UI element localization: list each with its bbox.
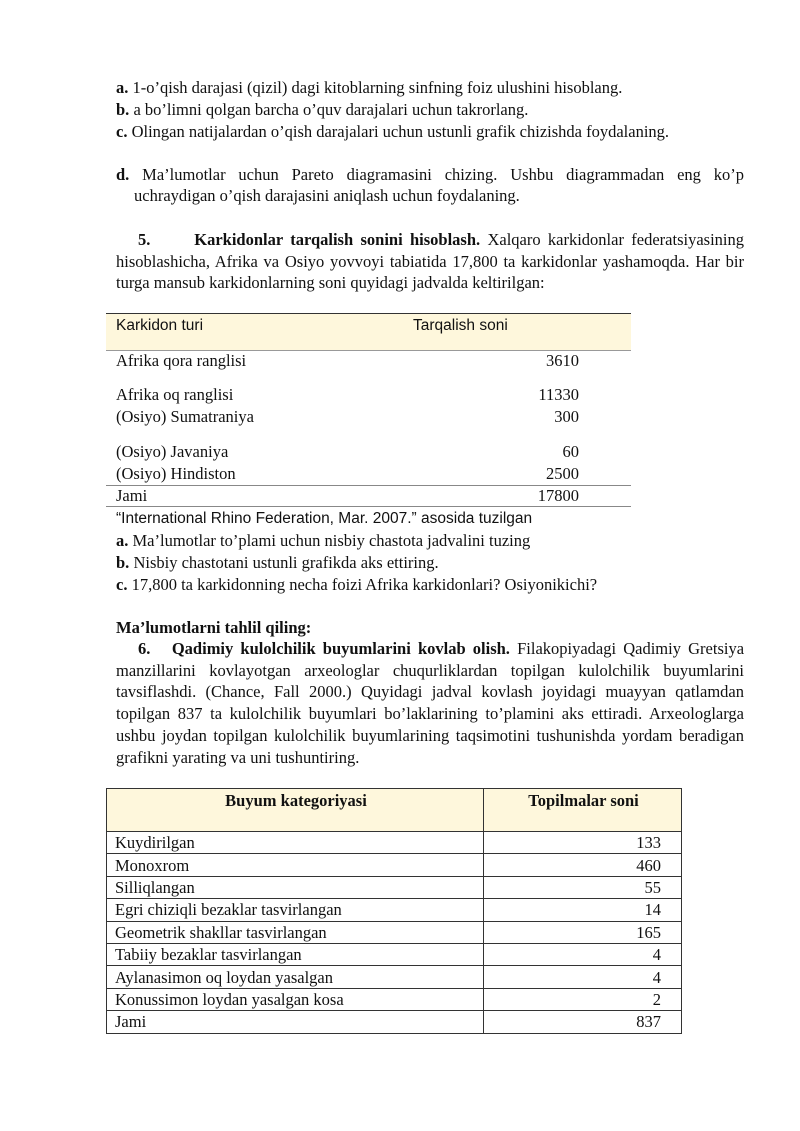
pottery-name: Geometrik shakllar tasvirlangan	[107, 921, 484, 943]
rhino-name: (Osiyo) Sumatraniya	[116, 407, 254, 426]
list-text: 1-o’qish darajasi (qizil) dagi kitoblarning sinfning foiz ulushini hisoblang.	[132, 78, 623, 97]
section6-title: Qadimiy kulolchilik buyumlarini kovlab olish.	[171, 639, 510, 658]
rhino-value: 300	[554, 407, 579, 426]
analysis-heading: Ma’lumotlarni tahlil qiling:	[116, 618, 312, 637]
section6-body: Filakopiyadagi Qadimiy Gretsiya manzillarini kovlayotgan arxeologlar chuqurliklardan topilgan kulolchilik buyumlarini tavsiflashdi. (Chance, Fall 2000.) Quyidagi jadval kovlash joyidagi muayyan qatlamdan topilgan 837 ta kulolchilik buyumlari bo’laklarining to’plamini aks ettiradi. Arxeologlarga ushbu joydan topilgan kulolchilik buyumlarining taqsimotini tushunishda yordam beradigan grafikni yarating va uni tushuntiring.	[116, 639, 745, 767]
pottery-name: Aylanasimon oq loydan yasalgan	[107, 966, 484, 988]
list-text: Olingan natijalardan o’qish darajalari uchun ustunli grafik chizishda foydalaning.	[131, 122, 670, 141]
question-item	[116, 530, 530, 551]
pottery-value: 2	[484, 988, 682, 1010]
pottery-value: 4	[484, 943, 682, 965]
pottery-table	[106, 788, 682, 1034]
pottery-value: 165	[484, 921, 682, 943]
pottery-col-category: Buyum kategoriyasi	[107, 789, 484, 832]
pottery-name: Silliqlangan	[107, 876, 484, 898]
list-item	[116, 164, 744, 206]
question-label: a.	[116, 531, 129, 550]
table-row	[116, 406, 579, 428]
rhino-col-species: Karkidon turi	[116, 317, 204, 334]
pottery-value: 460	[484, 854, 682, 876]
question-item	[116, 552, 439, 573]
table-row	[107, 876, 682, 898]
list-item	[116, 77, 744, 98]
section5-number: 5.	[138, 230, 151, 249]
pottery-value: 837	[484, 1011, 682, 1033]
table-row-total	[107, 1011, 682, 1033]
table-row	[107, 988, 682, 1010]
table-row	[107, 966, 682, 988]
pottery-value: 4	[484, 966, 682, 988]
table-row	[116, 384, 579, 406]
section6-paragraph	[116, 638, 744, 768]
rhino-name: Jami	[116, 486, 148, 505]
question-item	[116, 574, 597, 595]
pottery-col-count: Topilmalar soni	[484, 789, 682, 832]
rhino-value: 2500	[546, 464, 579, 483]
table-header-row	[107, 789, 682, 832]
rhino-value: 3610	[546, 351, 579, 370]
table-row	[116, 350, 579, 372]
table-row	[116, 441, 579, 463]
pottery-value: 55	[484, 876, 682, 898]
pottery-name: Jami	[107, 1011, 484, 1033]
question-text: Ma’lumotlar to’plami uchun nisbiy chastota jadvalini tuzing	[132, 531, 531, 550]
list-label: b.	[116, 100, 130, 119]
source-note: “International Rhino Federation, Mar. 2007.” asosida tuzilgan	[116, 510, 533, 527]
table-row-total	[116, 485, 579, 507]
table-row	[107, 854, 682, 876]
table-row	[116, 463, 579, 485]
pottery-name: Kuydirilgan	[107, 832, 484, 854]
section5-body: Xalqaro karkidonlar federatsiyasining hisoblashicha, Afrika va Osiyo yovvoyi tabiatida 17,800 ta karkidonlar yashamoqda. Har bir turga mansub karkidonlarning soni quyidagi jadvalda keltirilgan:	[116, 230, 744, 293]
list-text: a bo’limni qolgan barcha o’quv darajalari uchun takrorlang.	[133, 100, 529, 119]
list-text: Ma’lumotlar uchun Pareto diagramasini chizing. Ushbu diagrammadan eng ko’p uchraydigan o’qish darajasini aniqlash uchun foydalaning.	[134, 165, 744, 205]
list-item	[116, 99, 744, 120]
pottery-name: Tabiiy bezaklar tasvirlangan	[107, 943, 484, 965]
question-label: c.	[116, 575, 128, 594]
pottery-name: Egri chiziqli bezaklar tasvirlangan	[107, 899, 484, 921]
rhino-value: 17800	[537, 486, 579, 505]
table-row	[107, 899, 682, 921]
question-text: 17,800 ta karkidonning necha foizi Afrika karkidonlari? Osiyonikichi?	[131, 575, 598, 594]
list-label: a.	[116, 78, 129, 97]
rhino-value: 11330	[538, 385, 579, 404]
rhino-col-count: Tarqalish soni	[413, 317, 508, 334]
section5-title: Karkidonlar tarqalish sonini hisoblash.	[194, 230, 481, 249]
rhino-name: Afrika qora ranglisi	[116, 351, 247, 370]
list-label: d.	[116, 165, 130, 184]
list-item	[116, 121, 744, 142]
pottery-value: 133	[484, 832, 682, 854]
table-row	[107, 921, 682, 943]
pottery-name: Konussimon loydan yasalgan kosa	[107, 988, 484, 1010]
section5-paragraph	[116, 229, 744, 294]
rhino-value: 60	[562, 442, 579, 461]
table-divider	[106, 506, 631, 507]
rhino-name: Afrika oq ranglisi	[116, 385, 234, 404]
rhino-name: (Osiyo) Hindiston	[116, 464, 236, 483]
rhino-name: (Osiyo) Javaniya	[116, 442, 229, 461]
table-row	[107, 943, 682, 965]
pottery-value: 14	[484, 899, 682, 921]
list-label: c.	[116, 122, 128, 141]
table-row	[107, 832, 682, 854]
question-text: Nisbiy chastotani ustunli grafikda aks ettiring.	[133, 553, 439, 572]
pottery-name: Monoxrom	[107, 854, 484, 876]
section6-number: 6.	[138, 639, 151, 658]
question-label: b.	[116, 553, 130, 572]
